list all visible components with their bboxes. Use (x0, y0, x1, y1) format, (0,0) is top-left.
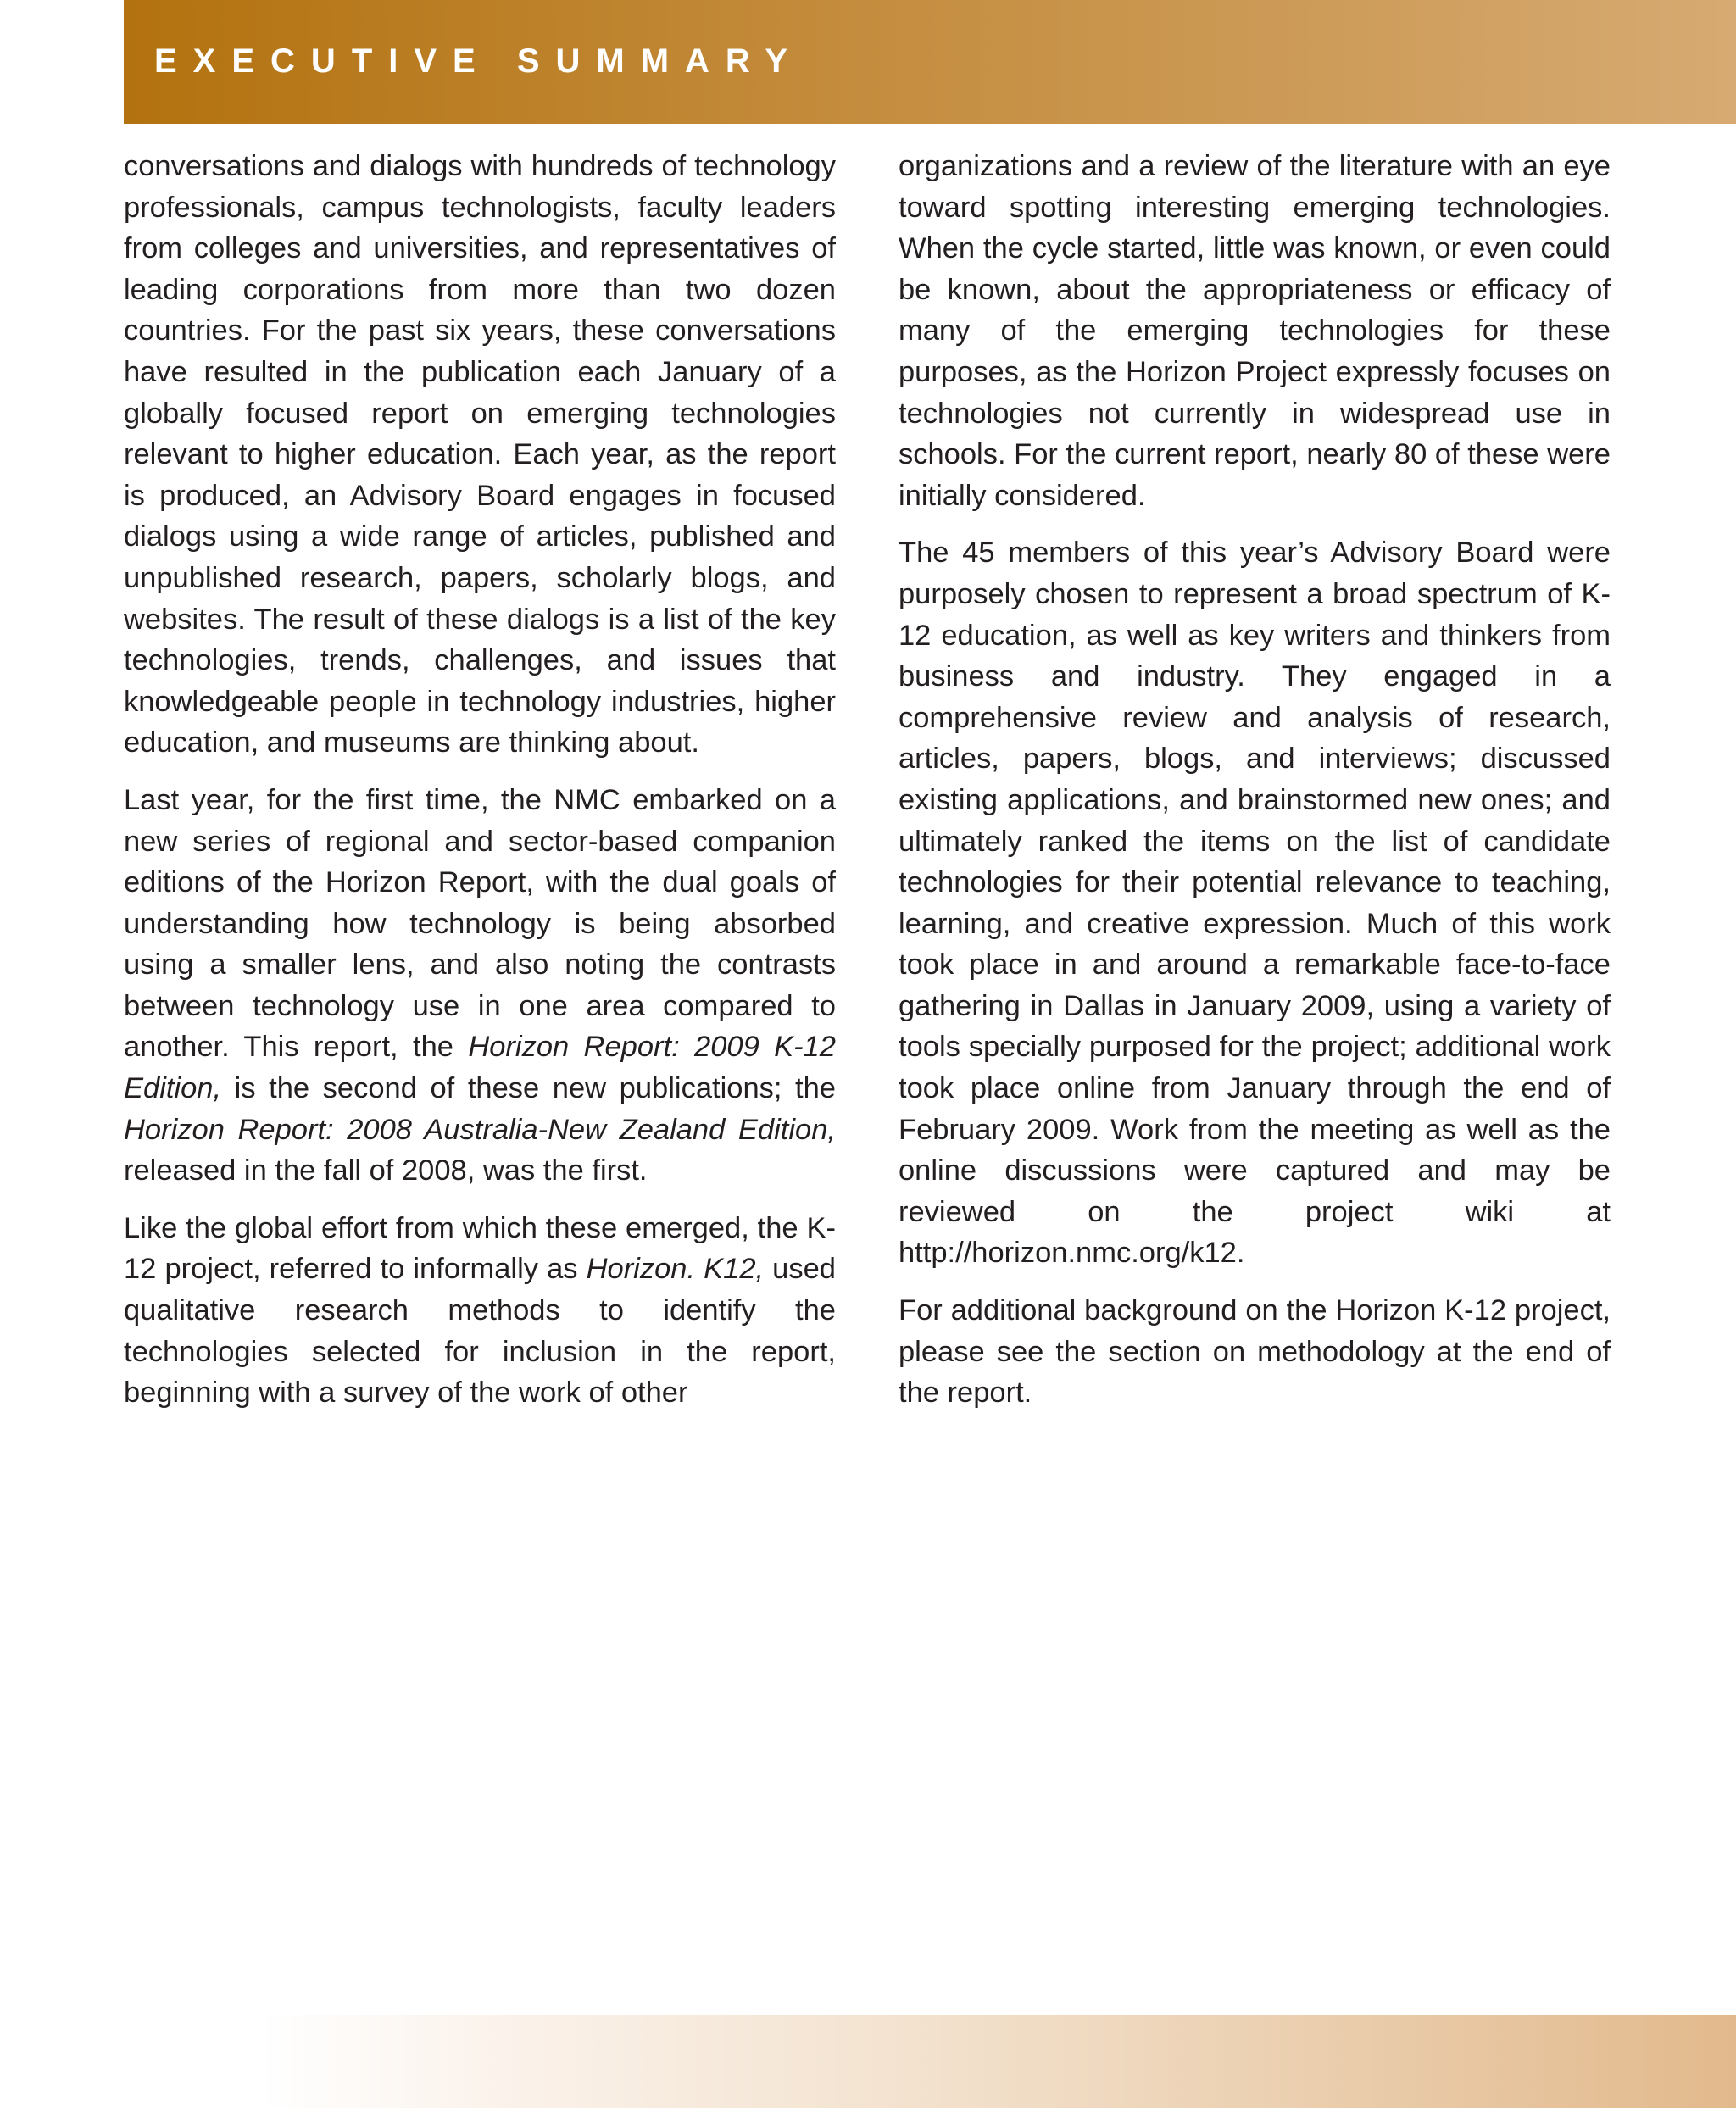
body-paragraph: The 45 members of this year’s Advisory Board were purposely chosen to represent a broad spectrum of K-12 education, as well as key writers and thinkers from business and industry. They engaged in a comprehensive review and analysis of research, articles, papers, blogs, and interviews; discussed existing applications, and brainstormed new ones; and ultimately ranked the items on the list of candidate technologies for their potential relevance to teaching, learning, and creative expression. Much of this work took place in and around a remarkable face-to-face gathering in Dallas in January 2009, using a variety of tools specially purposed for the project; additional work took place online from January through the end of February 2009. Work from the meeting as well as the online discussions were captured and may be reviewed on the project wiki at http://horizon.nmc.org/k12. (899, 537, 1611, 1270)
body-paragraph: For additional background on the Horizon K-12 project, please see the section on methodology at the end of the report. (899, 1294, 1611, 1410)
project-name-italic: Horizon. K12, (586, 1253, 765, 1286)
report-title-italic: Horizon Report: 2008 Australia-New Zealand Edition, (124, 1113, 836, 1146)
section-header-bar (124, 0, 1736, 124)
footer-gradient-bar (0, 2015, 1736, 2108)
paragraph-text: Like the global effort from which these emerged, the K-12 project, referred to informally as (124, 1211, 836, 1286)
left-column (124, 146, 836, 1430)
body-paragraph (124, 780, 836, 1192)
body-paragraph (124, 1208, 836, 1414)
section-title: EXECUTIVE SUMMARY (154, 42, 804, 80)
paragraph-text: released in the fall of 2008, was the first. (124, 1154, 648, 1187)
body-paragraph: organizations and a review of the literature with an eye toward spotting interesting emerging technologies. When the cycle started, little was known, or even could be known, about the appropriateness or efficacy of many of the emerging technologies for these purposes, as the Horizon Project expressly focuses on technologies not currently in widespread use in schools. For the current report, nearly 80 of these were initially considered. (899, 150, 1611, 512)
paragraph-text: used qualitative research methods to identify the technologies selected for inclusion in the report, beginning with a survey of the work of other (124, 1253, 836, 1410)
report-title-italic: Horizon Report: 2009 K-12 Edition, (124, 1031, 836, 1105)
paragraph-text: is the second of these new publications; the (221, 1072, 836, 1105)
paragraph-text: Last year, for the first time, the NMC embarked on a new series of regional and sector-based companion editions of the Horizon Report, with the dual goals of understanding how technology is being absorbed using a smaller lens, and also noting the contrasts between technology use in one area compared to another. This report, the (124, 783, 836, 1064)
right-column (899, 146, 1611, 1430)
body-paragraph: conversations and dialogs with hundreds of technology professionals, campus technologists, faculty leaders from colleges and universities, and representatives of leading corporations from more than two dozen countries. For the past six years, these conversations have resulted in the publication each January of a globally focused report on emerging technologies relevant to higher education. Each year, as the report is produced, an Advisory Board engages in focused dialogs using a wide range of articles, published and unpublished research, papers, scholarly blogs, and websites. The result of these dialogs is a list of the key technologies, trends, challenges, and issues that knowledgeable people in technology industries, higher education, and museums are thinking about. (124, 150, 836, 759)
